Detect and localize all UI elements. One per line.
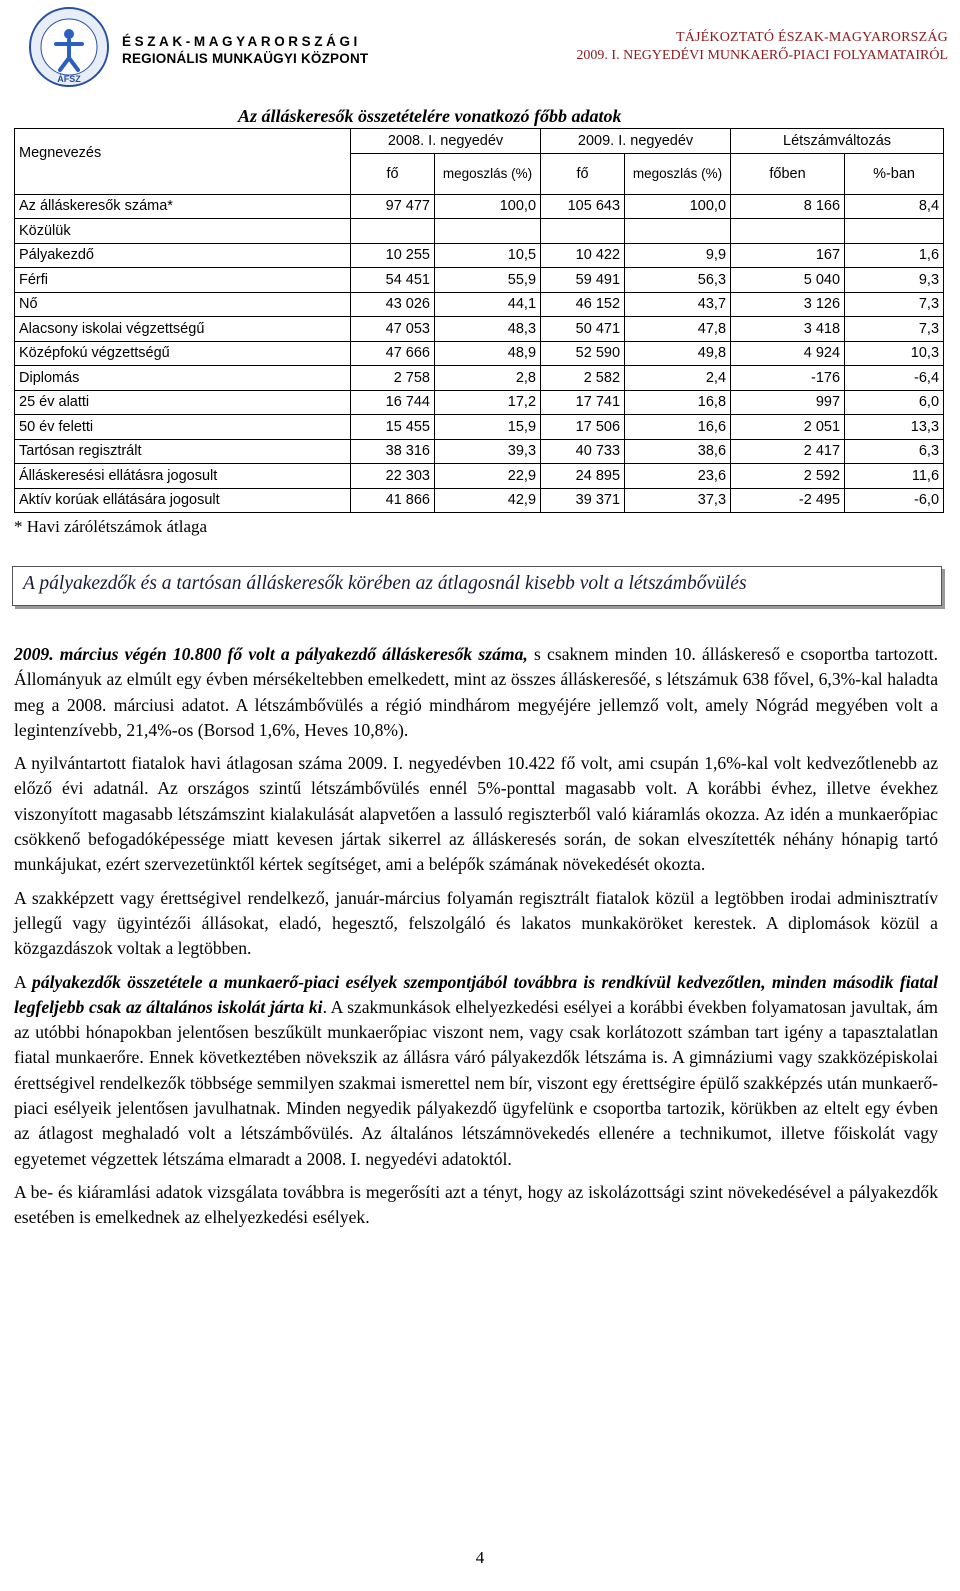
table-cell: 9,9 [625, 243, 731, 268]
table-cell: 22 303 [351, 464, 435, 489]
row-label: Álláskeresési ellátásra jogosult [15, 464, 351, 489]
table-cell: 17,2 [435, 390, 541, 415]
row-label: 50 év feletti [15, 415, 351, 440]
table-cell: 10 255 [351, 243, 435, 268]
table-cell [435, 219, 541, 244]
table-cell: 2 758 [351, 366, 435, 391]
table-cell: -6,4 [845, 366, 944, 391]
paragraph-4-start: A [14, 971, 33, 992]
body-text [14, 642, 938, 1239]
table-row [15, 268, 944, 293]
table-cell: 6,3 [845, 439, 944, 464]
col-header-name: Megnevezés [15, 129, 351, 195]
table-cell: 47 053 [351, 317, 435, 342]
row-label: Az álláskeresők száma* [15, 194, 351, 219]
table-cell: 4 924 [731, 341, 845, 366]
table-cell: 46 152 [541, 292, 625, 317]
table-cell: 38 316 [351, 439, 435, 464]
subheader-share-2009: megoszlás (%) [625, 153, 731, 194]
table-row [15, 317, 944, 342]
table-cell: 3 418 [731, 317, 845, 342]
table-cell: 8,4 [845, 194, 944, 219]
table-cell: 16,6 [625, 415, 731, 440]
table-cell: 9,3 [845, 268, 944, 293]
table-row [15, 439, 944, 464]
page-header [0, 0, 960, 84]
table-cell: 48,3 [435, 317, 541, 342]
table-cell [845, 219, 944, 244]
table-cell: -2 495 [731, 488, 845, 513]
row-label: Aktív korúak ellátására jogosult [15, 488, 351, 513]
jobseekers-table [14, 128, 944, 513]
table-cell: 2,4 [625, 366, 731, 391]
table-row [15, 464, 944, 489]
paragraph-4-text: . A szakmunkások elhelyezkedési esélyei a korábbi években folyamatosan javultak, ám az utóbbi hónapokban jelentősen beszűkült munkaerőpiac viszont nem, vagy csak korlátozott számban tart igény a tapasztalatlan fiatal munkaerőre. Ennek következtében növekszik az állásra váró pályakezdők létszáma is. A gimnáziumi vagy szakközépiskolai érettségivel rendelkezők többsége semmilyen szakmai ismerettel nem bír, viszont egy érettségire épülő szakképzés után munkaerő-piaci esélyeik jelentősen javulhatnak. Minden negyedik pályakezdő ügyfelünk e csoportba tartozik, körükben az eltelt egy évben az átlagost meghaladó volt a létszámbővülés. Az általános létszámnövekedés ellenére a technikumot, illetve főiskolát vagy egyetemet végzettek létszáma elmaradt a 2008. I. negyedévi adatoktól. [14, 996, 938, 1169]
table-row [15, 341, 944, 366]
row-label: Pályakezdő [15, 243, 351, 268]
table-cell: 100,0 [435, 194, 541, 219]
table-cell: 22,9 [435, 464, 541, 489]
table-row [15, 292, 944, 317]
table-cell: 2 592 [731, 464, 845, 489]
paragraph-2: A nyilvántartott fiatalok havi átlagosan száma 2009. I. negyedévben 10.422 fő volt, ami csupán 1,6%-kal volt kedvezőtlenebb az előző évi adatnál. Az országos szintű létszámbővülés ennél 5%-ponttal magasabb volt. A korábbi évhez, illetve évekhez viszonyított magasabb létszámszint kialakulását alapvetően a lassuló regiszterből való kiáramlás okozza. Az idén a munkaerőpiac csökkenő befogadóképessége miatt kevesen jártak sikerrel az álláskeresés során, de sokan elveszítették néhány hónapig tartó munkájukat, ezért szervezetünktől kértek segítséget, ami a belépők számának növekedését okozta. [14, 753, 938, 875]
table-cell: 17 506 [541, 415, 625, 440]
subheader-fo-2008: fő [351, 153, 435, 194]
table-title: Az álláskeresők összetételére vonatkozó főbb adatok [238, 106, 622, 126]
table-cell: 43,7 [625, 292, 731, 317]
row-label: Diplomás [15, 366, 351, 391]
table-cell: 49,8 [625, 341, 731, 366]
table-cell: 10 422 [541, 243, 625, 268]
table-cell: 39 371 [541, 488, 625, 513]
row-label: Tartósan regisztrált [15, 439, 351, 464]
table-cell: 23,6 [625, 464, 731, 489]
table-cell: 8 166 [731, 194, 845, 219]
table-cell: 10,5 [435, 243, 541, 268]
table-cell: 105 643 [541, 194, 625, 219]
col-group-2009: 2009. I. negyedév [541, 129, 731, 154]
table-cell: 2 582 [541, 366, 625, 391]
table-cell: 2 051 [731, 415, 845, 440]
table-cell: 997 [731, 390, 845, 415]
org-line1: ÉSZAK-MAGYARORSZÁGI [122, 34, 361, 49]
table-cell: 11,6 [845, 464, 944, 489]
svg-text:ÁFSZ: ÁFSZ [57, 74, 81, 84]
table-cell: 38,6 [625, 439, 731, 464]
table-cell [625, 219, 731, 244]
col-group-2008: 2008. I. negyedév [351, 129, 541, 154]
col-group-change: Létszámváltozás [731, 129, 944, 154]
paragraph-1-text: s csaknem minden 10. álláskereső e csoportba tartozott. Állományuk az elmúlt egy évben mérsékeltebben emelkedett, mint az összes álláskeresőé, s létszámuk 638 fővel, 6,3%-kal haladta meg a 2008. márciusi adatot. A létszámbővülés a régió mindhárom megyéjére jellemző volt, amely Nógrád megyében volt a legintenzívebb, 21,4%-os (Borsod 1,6%, Heves 10,8%). [14, 644, 938, 740]
report-title-line2: 2009. I. NEGYEDÉVI MUNKAERŐ-PIACI FOLYAMATAIRÓL [576, 48, 948, 63]
highlight-text: A pályakezdők és a tartósan álláskeresők körében az átlagosnál kisebb volt a létszámbővülés [23, 573, 747, 594]
table-cell: 37,3 [625, 488, 731, 513]
table-cell: 10,3 [845, 341, 944, 366]
row-label: Alacsony iskolai végzettségű [15, 317, 351, 342]
subheader-change-percent: %-ban [845, 153, 944, 194]
table-cell: 39,3 [435, 439, 541, 464]
table-cell: 2,8 [435, 366, 541, 391]
row-label: Nő [15, 292, 351, 317]
paragraph-1-emphasis: 2009. március végén 10.800 fő volt a pályakezdő álláskeresők száma, [14, 644, 528, 664]
table-cell: 50 471 [541, 317, 625, 342]
table-cell: 100,0 [625, 194, 731, 219]
table-cell: 41 866 [351, 488, 435, 513]
table-cell: 7,3 [845, 317, 944, 342]
paragraph-4 [14, 970, 938, 1172]
table-cell: 55,9 [435, 268, 541, 293]
table-cell: 167 [731, 243, 845, 268]
row-label: Közülük [15, 219, 351, 244]
table-cell: 56,3 [625, 268, 731, 293]
row-label: Férfi [15, 268, 351, 293]
table-row [15, 243, 944, 268]
row-label: Középfokú végzettségű [15, 341, 351, 366]
table-cell: 42,9 [435, 488, 541, 513]
paragraph-4-emphasis: pályakezdők összetétele a munkaerő-piaci esélyek szempontjából továbbra is rendkívül kedvezőtlen, minden második fiatal legfeljebb csak az általános iskolát járta ki [14, 971, 938, 1017]
table-cell: 16 744 [351, 390, 435, 415]
table-cell: 17 741 [541, 390, 625, 415]
table-cell: 47,8 [625, 317, 731, 342]
table-cell: 6,0 [845, 390, 944, 415]
table-cell: 48,9 [435, 341, 541, 366]
report-title-line1: TÁJÉKOZTATÓ ÉSZAK-MAGYARORSZÁG [675, 30, 948, 45]
table-cell: 40 733 [541, 439, 625, 464]
table-row [15, 390, 944, 415]
table-row [15, 194, 944, 219]
org-line2: REGIONÁLIS MUNKAÜGYI KÖZPONT [122, 51, 369, 66]
table-row [15, 415, 944, 440]
subheader-change-persons: főben [731, 153, 845, 194]
table-cell: 43 026 [351, 292, 435, 317]
table-cell: 15 455 [351, 415, 435, 440]
table-cell: 16,8 [625, 390, 731, 415]
table-cell: -6,0 [845, 488, 944, 513]
table-cell: 13,3 [845, 415, 944, 440]
table-footnote: * Havi zárólétszámok átlaga [14, 517, 208, 536]
subheader-share-2008: megoszlás (%) [435, 153, 541, 194]
table-header-row [15, 129, 944, 154]
table-cell: 7,3 [845, 292, 944, 317]
table-cell [731, 219, 845, 244]
table-cell: 54 451 [351, 268, 435, 293]
table-cell [351, 219, 435, 244]
table-row [15, 366, 944, 391]
paragraph-3: A szakképzett vagy érettségivel rendelkező, január-március folyamán regisztrált fiatalok közül a legtöbben irodai adminisztratív jellegű vagy ügyintézői állásokat, eladó, hegesztő, felszolgáló és lakatos munkaköröket kerestek. A diplomások közül a közgazdászok voltak a legtöbben. [14, 887, 938, 959]
table-row [15, 219, 944, 244]
row-label: 25 év alatti [15, 390, 351, 415]
table-cell: 47 666 [351, 341, 435, 366]
table-cell: 1,6 [845, 243, 944, 268]
table-cell: 59 491 [541, 268, 625, 293]
organization-name [122, 34, 368, 66]
table-cell: 97 477 [351, 194, 435, 219]
page-number: 4 [475, 1548, 485, 1567]
table-cell [541, 219, 625, 244]
subheader-fo-2009: fő [541, 153, 625, 194]
table-cell: 24 895 [541, 464, 625, 489]
table-cell: 2 417 [731, 439, 845, 464]
report-title [576, 30, 948, 64]
table-row [15, 488, 944, 513]
table-cell: 5 040 [731, 268, 845, 293]
table-cell: 52 590 [541, 341, 625, 366]
afsz-logo [28, 6, 110, 88]
table-cell: 3 126 [731, 292, 845, 317]
paragraph-1 [14, 642, 938, 743]
table-cell: 44,1 [435, 292, 541, 317]
highlight-box [12, 566, 942, 606]
table-cell: 15,9 [435, 415, 541, 440]
table-cell: -176 [731, 366, 845, 391]
paragraph-5: A be- és kiáramlási adatok vizsgálata továbbra is megerősíti azt a tényt, hogy az iskolázottsági szint növekedésével a pályakezdők esetében is emelkednek az elhelyezkedési esélyek. [14, 1181, 938, 1228]
